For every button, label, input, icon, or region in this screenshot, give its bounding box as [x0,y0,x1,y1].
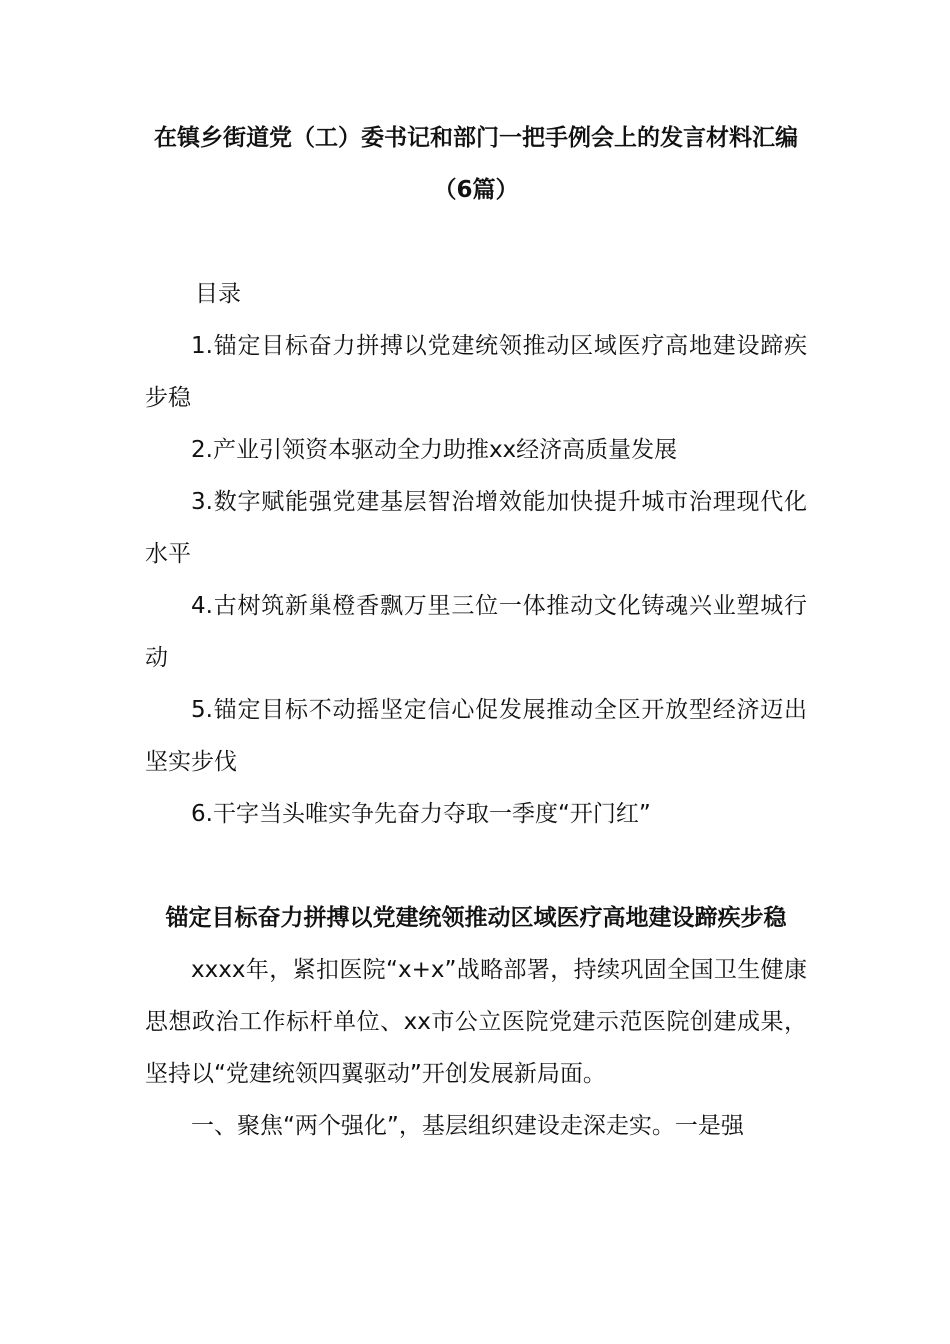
toc-item-5: 5.锚定目标不动摇坚定信心促发展推动全区开放型经济迈出坚实步伐 [145,697,807,775]
table-of-contents [145,320,807,840]
toc-item-3: 3.数字赋能强党建基层智治增效能加快提升城市治理现代化水平 [145,489,807,567]
toc-item-4: 4.古树筑新巢橙香飘万里三位一体推动文化铸魂兴业塑城行动 [145,593,807,671]
body-paragraph-1: xxxx年，紧扣医院“x+x”战略部署，持续巩固全国卫生健康思想政治工作标杆单位、xx市公立医院党建示范医院创建成果，坚持以“党建统领四翼驱动”开创发展新局面。 [145,957,807,1087]
section-title: 锚定目标奋力拼搏以党建统领推动区域医疗高地建设蹄疾步稳 [165,905,787,931]
section-body [145,944,807,1152]
document-page [145,112,807,1152]
body-paragraph-2: 一、聚焦“两个强化”，基层组织建设走深走实。一是强 [191,1113,744,1139]
toc-item-1: 1.锚定目标奋力拼搏以党建统领推动区域医疗高地建设蹄疾步稳 [145,333,807,411]
toc-item-6: 6.干字当头唯实争先奋力夺取一季度“开门红” [191,801,651,827]
document-title: 在镇乡街道党（工）委书记和部门一把手例会上的发言材料汇编（6篇） [154,125,798,203]
toc-heading: 目录 [195,281,241,307]
toc-item-2: 2.产业引领资本驱动全力助推xx经济高质量发展 [191,437,678,463]
